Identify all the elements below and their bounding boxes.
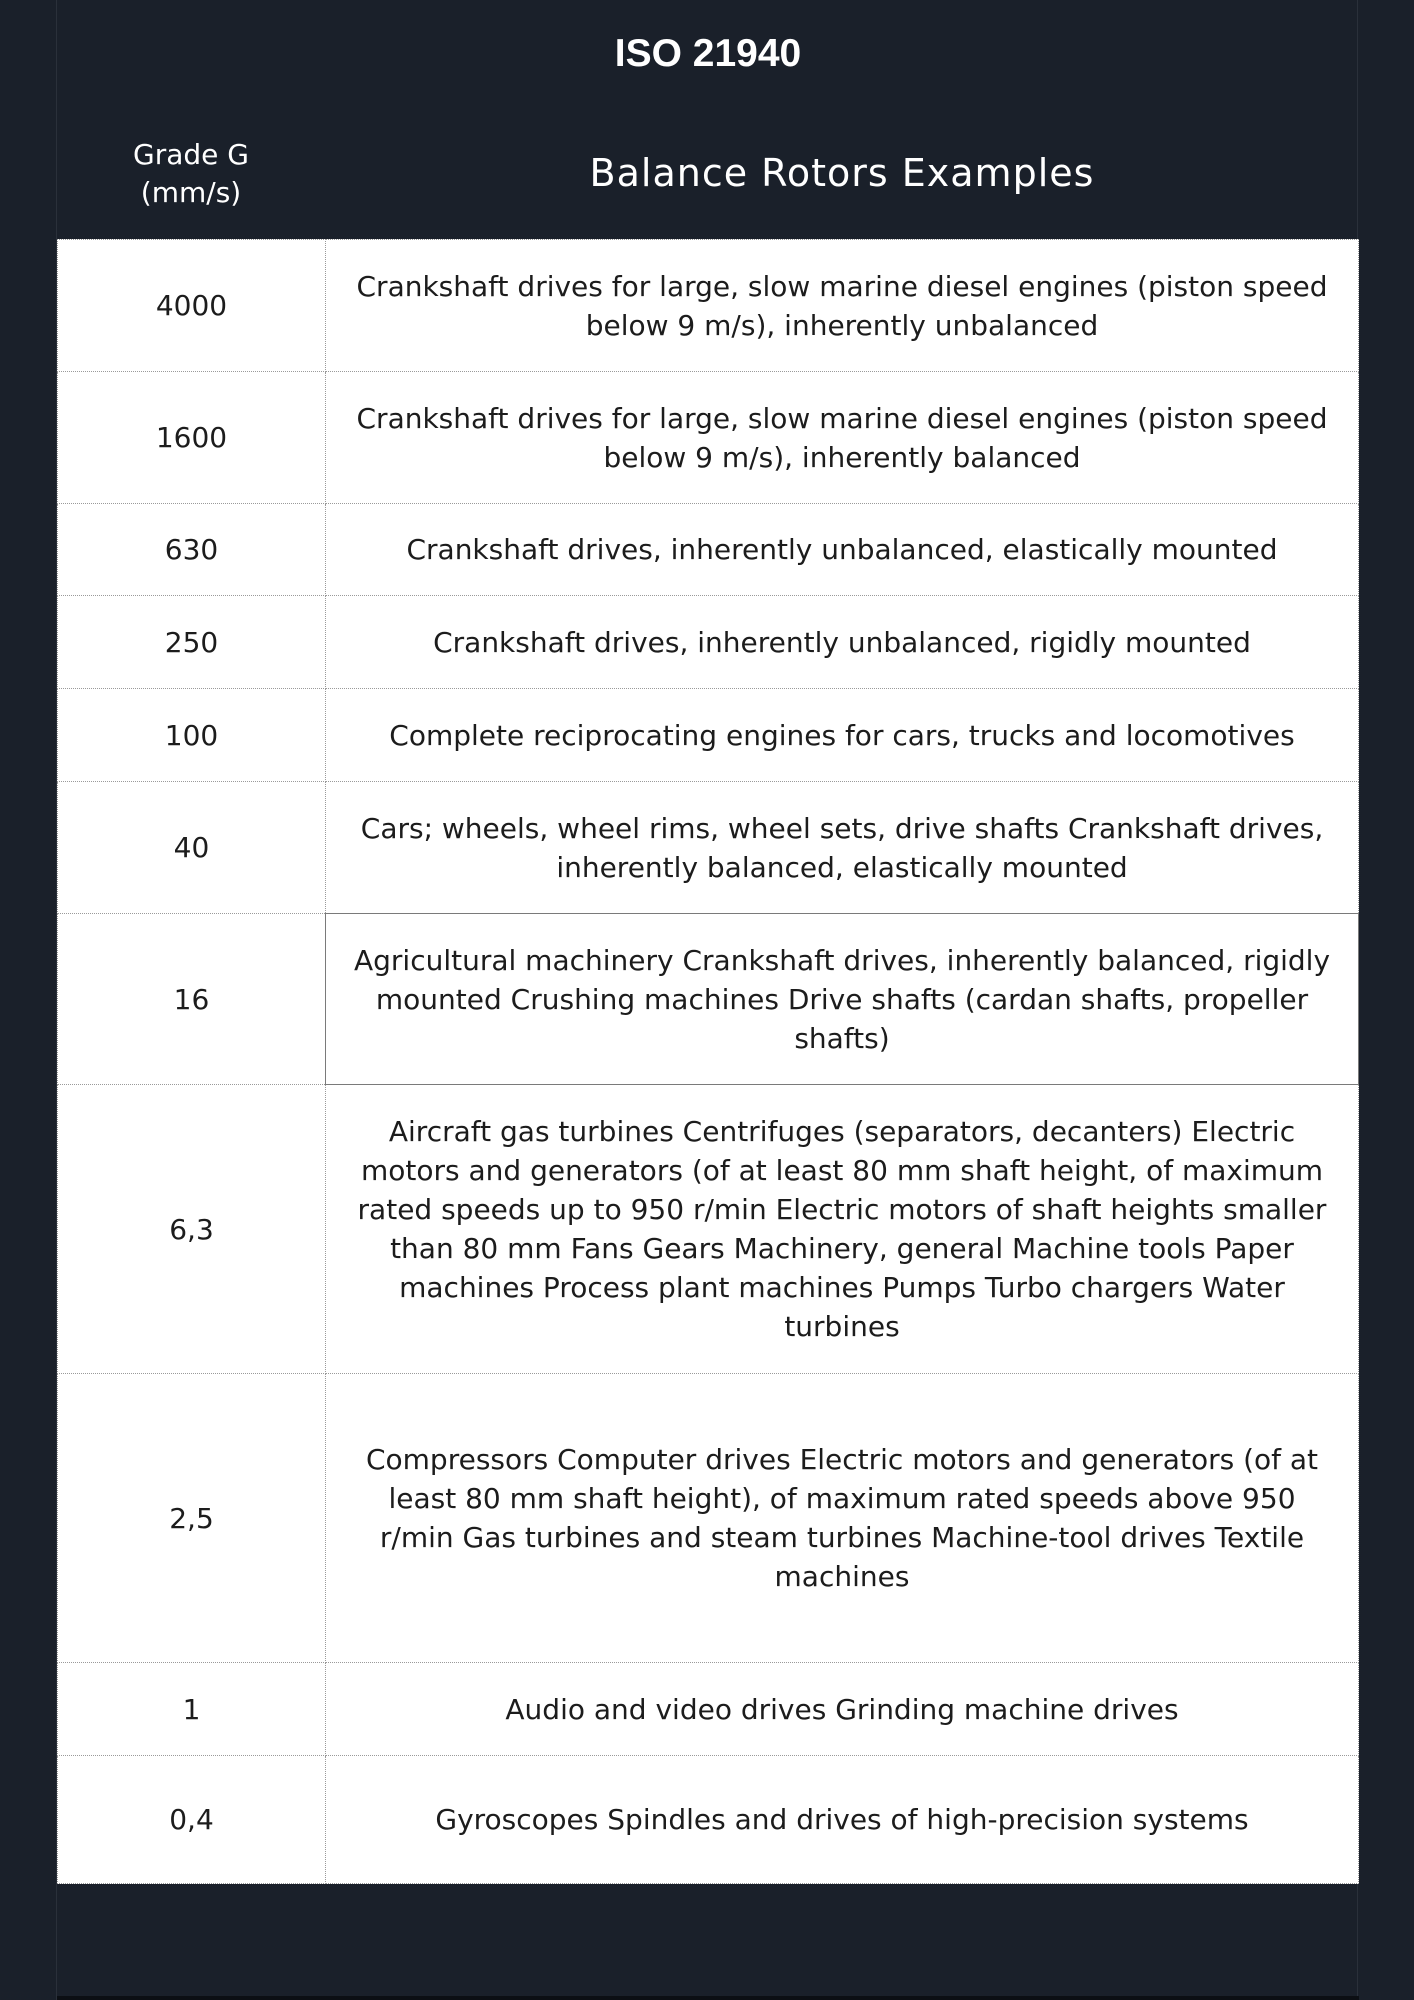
grade-cell: 630 xyxy=(58,504,326,596)
column-header-grade-line2: (mm/s) xyxy=(140,176,242,209)
column-header-examples: Balance Rotors Examples xyxy=(589,151,1095,195)
examples-cell: Crankshaft drives, inherently unbalanced, elastically mounted xyxy=(326,504,1359,596)
examples-cell: Cars; wheels, wheel rims, wheel sets, drive shafts Crankshaft drives, inherently balanced, elastically mounted xyxy=(326,782,1359,914)
page-title: ISO 21940 xyxy=(614,32,802,75)
table-row xyxy=(58,1374,1359,1663)
column-header-grade-line1: Grade G xyxy=(133,138,249,171)
grade-cell: 0,4 xyxy=(58,1756,326,1884)
examples-cell: Aircraft gas turbines Centrifuges (separators, decanters) Electric motors and generators (of at least 80 mm shaft height, of maximum rated speeds up to 950 r/min Electric motors of shaft heights smaller than 80 mm Fans Gears Machinery, general Machine tools Paper machines Process plant machines Pumps Turbo chargers Water turbines xyxy=(326,1085,1359,1374)
column-header-grade xyxy=(57,136,325,212)
table-row xyxy=(58,1756,1359,1884)
examples-cell: Crankshaft drives for large, slow marine diesel engines (piston speed below 9 m/s), inherently unbalanced xyxy=(326,240,1359,372)
grade-cell: 4000 xyxy=(58,240,326,372)
grade-cell: 250 xyxy=(58,596,326,689)
table-row xyxy=(58,372,1359,504)
examples-cell: Crankshaft drives for large, slow marine diesel engines (piston speed below 9 m/s), inherently balanced xyxy=(326,372,1359,504)
table-row xyxy=(58,504,1359,596)
examples-cell: Complete reciprocating engines for cars, trucks and locomotives xyxy=(326,689,1359,782)
grade-cell: 2,5 xyxy=(58,1374,326,1663)
table-row xyxy=(58,689,1359,782)
table-row xyxy=(58,1663,1359,1756)
table-row xyxy=(58,596,1359,689)
document-frame xyxy=(56,0,1358,2000)
table-row xyxy=(58,914,1359,1085)
examples-cell: Compressors Computer drives Electric motors and generators (of at least 80 mm shaft height), of maximum rated speeds above 950 r/min Gas turbines and steam turbines Machine-tool drives Textile machines xyxy=(326,1374,1359,1663)
bottom-divider xyxy=(57,1996,1359,2000)
grade-cell: 100 xyxy=(58,689,326,782)
grade-cell: 40 xyxy=(58,782,326,914)
grade-cell: 16 xyxy=(58,914,326,1085)
grade-cell: 1600 xyxy=(58,372,326,504)
grade-cell: 6,3 xyxy=(58,1085,326,1374)
examples-cell: Audio and video drives Grinding machine drives xyxy=(326,1663,1359,1756)
table-row xyxy=(58,782,1359,914)
examples-cell: Gyroscopes Spindles and drives of high-precision systems xyxy=(326,1756,1359,1884)
grade-cell: 1 xyxy=(58,1663,326,1756)
balance-grade-table xyxy=(57,239,1359,1884)
table-row xyxy=(58,240,1359,372)
examples-cell: Crankshaft drives, inherently unbalanced, rigidly mounted xyxy=(326,596,1359,689)
table-row xyxy=(58,1085,1359,1374)
examples-cell: Agricultural machinery Crankshaft drives, inherently balanced, rigidly mounted Crushing machines Drive shafts (cardan shafts, propeller shafts) xyxy=(326,914,1359,1085)
